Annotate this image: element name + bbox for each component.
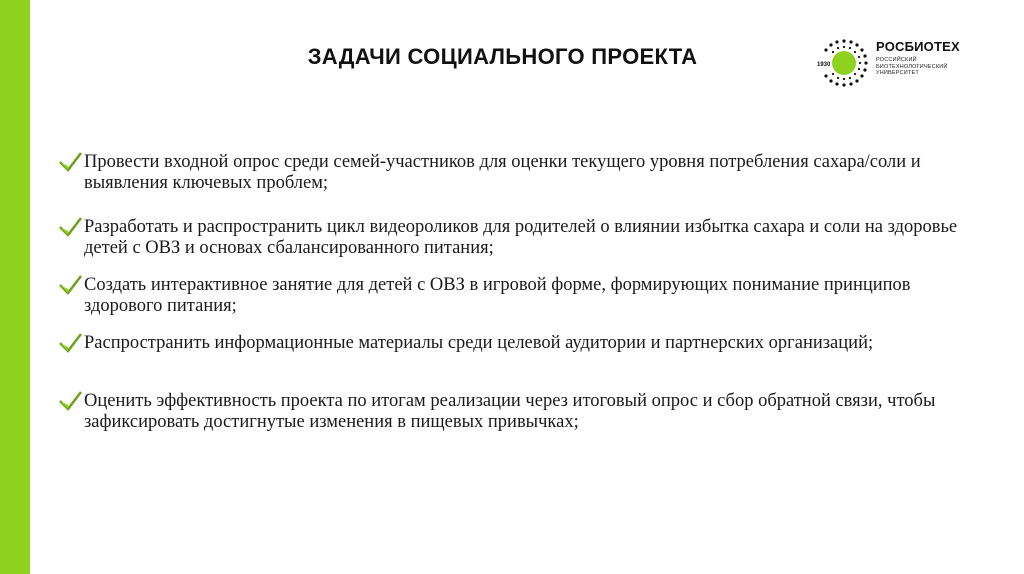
task-item (58, 275, 958, 317)
task-text: Провести входной опрос среди семей-участников для оценки текущего уровня потребления сахара/соли и выявления ключевых проблем; (84, 152, 921, 193)
rosbiotech-logo-icon (814, 33, 874, 93)
task-item (58, 391, 958, 433)
task-item (58, 152, 958, 194)
logo-name: РОСБИОТЕХ (876, 39, 960, 54)
task-text: Распространить информационные материалы среди целевой аудитории и партнерских организаций; (84, 333, 874, 353)
green-check-arrow-icon (58, 151, 84, 173)
page-title: ЗАДАЧИ СОЦИАЛЬНОГО ПРОЕКТА (307, 44, 698, 69)
logo (814, 33, 1004, 93)
task-text: Разработать и распространить цикл видеороликов для родителей о влиянии избытка сахара и соли на здоровье детей с ОВЗ и основах сбалансированного питания; (84, 217, 958, 258)
green-check-arrow-icon (58, 332, 84, 354)
green-check-arrow-icon (58, 390, 84, 412)
task-item (58, 333, 958, 354)
task-text: Оценить эффективность проекта по итогам реализации через итоговый опрос и сбор обратной связи, чтобы зафиксировать достигнутые изменения в пищевых привычках; (84, 391, 936, 432)
task-text: Создать интерактивное занятие для детей с ОВЗ в игровой форме, формирующих понимание принципов здорового питания; (84, 275, 911, 316)
svg-text:1930: 1930 (817, 62, 831, 68)
logo-subtitle: РОССИЙСКИЙ БИОТЕХНОЛОГИЧЕСКИЙ УНИВЕРСИТЕТ (876, 57, 948, 76)
green-check-arrow-icon (58, 274, 84, 296)
green-check-arrow-icon (58, 216, 84, 238)
accent-sidebar (0, 0, 30, 574)
task-item (58, 217, 958, 259)
